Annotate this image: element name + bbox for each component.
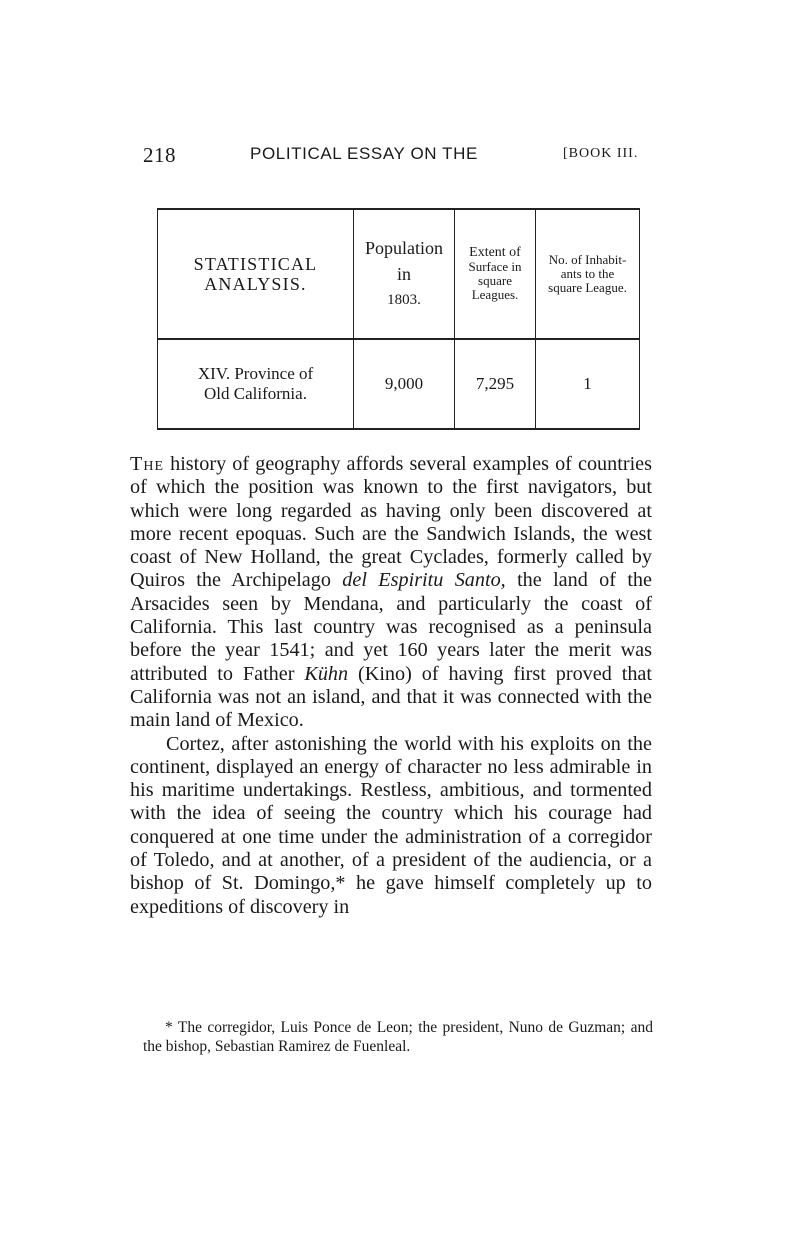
running-header [143, 143, 653, 169]
statistical-table [157, 208, 640, 430]
extent-cell: 7,295 [455, 339, 536, 429]
paragraph-1: The history of geography affords several examples of countries of which the position was known to the first navigators, but which were long regarded as having only been discovered at more recent epoquas. Such are the Sandwich Islands, the west coast of New Holland, the great Cyclades, formerly called by Quiros the Archipelago del Espiritu Santo, the land of the Arsacides seen by Mendana, and particularly the coast of California. This last country was recognised as a peninsula before the year 1541; and yet 160 years later the merit was attributed to Father Kühn (Kino) of having first proved that California was not an island, and that it was connected with the main land of Mexico. [130, 453, 652, 732]
population-cell: 9,000 [354, 339, 455, 429]
footnote: * The corregidor, Luis Ponce de Leon; the president, Nuno de Guzman; and the bishop, Sebastian Ramirez de Fuenleal. [143, 1019, 653, 1055]
running-title: POLITICAL ESSAY ON THE [250, 144, 478, 163]
header-inhabitants: No. of Inhabit- ants to the square League. [536, 209, 640, 339]
inhabitants-cell: 1 [536, 339, 640, 429]
header-statistical-analysis: STATISTICAL ANALYSIS. [158, 209, 354, 339]
header-population: Population in 1803. [354, 209, 455, 339]
table-row [158, 339, 640, 429]
page-number: 218 [143, 143, 176, 167]
book-reference: [BOOK III. [563, 146, 639, 161]
paragraph-lead: The [130, 453, 164, 475]
header-extent: Extent of Surface in square Leagues. [455, 209, 536, 339]
main-text [130, 453, 652, 919]
paragraph-2: Cortez, after astonishing the world with his exploits on the continent, displayed an energy of character no less admirable in his maritime undertakings. Restless, ambitious, and tormented with the idea of seeing the country which his courage had conquered at one time under the administration of a corregidor of Toledo, and at another, of a president of the audiencia, or a bishop of St. Domingo,* he gave himself completely up to expeditions of discovery in [130, 732, 652, 918]
table-header-row [158, 209, 640, 339]
province-name-cell: XIV. Province of Old California. [158, 339, 354, 429]
